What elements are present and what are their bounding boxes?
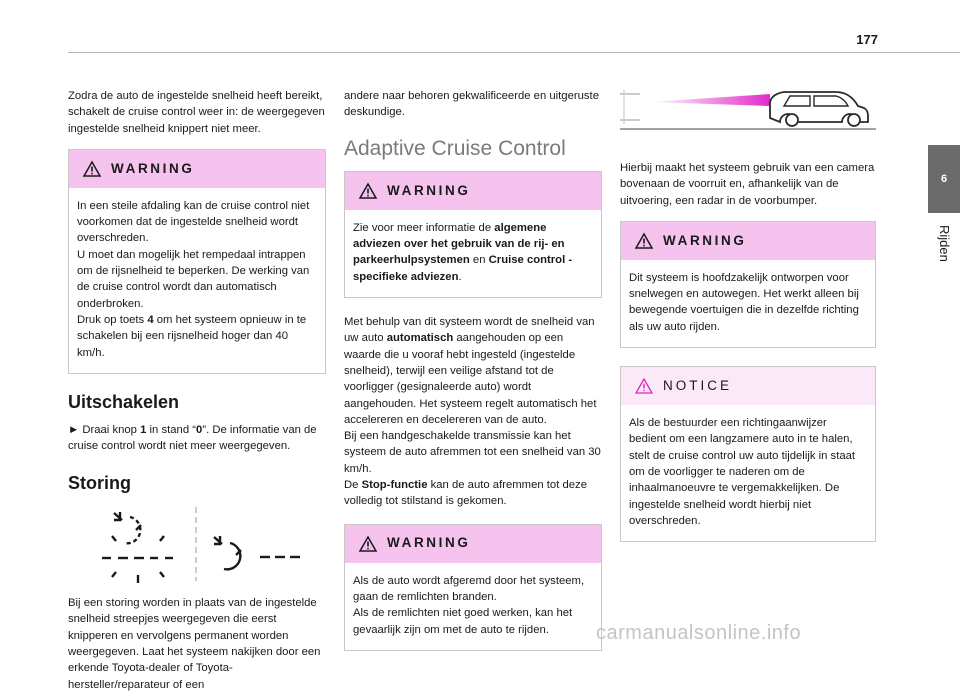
section-heading-acc: Adaptive Cruise Control <box>344 136 566 160</box>
column-1 <box>68 88 326 693</box>
notice-box <box>620 366 876 542</box>
notice-title: NOTICE <box>663 377 733 393</box>
notice-icon <box>635 378 653 394</box>
top-divider <box>68 52 960 53</box>
warning-title: WARNING <box>663 232 747 248</box>
warning-box <box>344 524 602 651</box>
warning-header <box>345 525 601 563</box>
notice-text: Als de bestuurder een richtingaanwijzer bedient om een langzamere auto in te halen, stelt de cruise control uw auto tijdelijk in staat om de voorligger te naderen om de inhaalmanoeuvre te vergemakkelijken. De ingestelde snelheid wordt hierbij niet overschreden. <box>629 417 856 527</box>
warning-box <box>344 171 602 298</box>
warning-header <box>345 172 601 210</box>
warning-header <box>621 222 875 260</box>
warning-body <box>69 188 325 373</box>
notice-body <box>621 405 875 541</box>
fault-display-figure <box>68 503 326 585</box>
warning-icon <box>635 233 653 249</box>
warning-title: WARNING <box>387 535 471 551</box>
acc-description <box>344 314 602 510</box>
warning-body <box>621 260 875 347</box>
page-number: 177 <box>856 32 878 47</box>
warning-text: Druk op toets 4 om het systeem opnieuw in te schakelen bij een rijsnelheid hoger dan 40 km/h. <box>77 313 307 359</box>
intro-text: Hierbij maakt het systeem gebruik van een camera bovenaan de voorruit en, afhankelijk van de uitvoering, een radar in de voorbumper. <box>620 162 875 207</box>
warning-box <box>620 221 876 348</box>
warning-text: Zie voor meer informatie de algemene adviezen over het gebruik van de rij- en parkeerhulpsystemen en Cruise control - specifieke adviezen. <box>353 221 573 283</box>
acc-text: Met behulp van dit systeem wordt de snelheid van uw auto automatisch aangehouden op een waarde die u vooraf hebt ingesteld (ingestelde snelheid), terwijl een veilige afstand tot de voorligger (gesignaleerde auto) wordt aangehouden. Het systeem regelt automatisch het accelereren en decelereren van de auto. <box>344 316 597 426</box>
continued-text: andere naar behoren gekwalificeerde en uitgeruste deskundige. <box>344 90 599 119</box>
car-radar-icon <box>620 82 876 130</box>
warning-body <box>345 563 601 650</box>
warning-text: Als de remlichten niet goed werken, kan het gevaarlijk zijn om met de auto te rijden. <box>353 607 573 636</box>
storing-text: Bij een storing worden in plaats van de ingestelde snelheid streepjes weergegeven die eerst knipperen en vervolgens permanent worden weergegeven. Laat het systeem nakijken door een erkende Toyota-dealer of Toyota-hersteller/reparateur of een <box>68 597 321 691</box>
speedometer-dashes-icon <box>68 503 326 585</box>
chapter-number: 6 <box>940 173 948 185</box>
warning-icon <box>83 161 101 177</box>
chapter-tab[interactable] <box>928 145 960 213</box>
warning-text: U moet dan mogelijk het rempedaal intrappen om de rijsnelheid te beperken. De werking van de cruise control wordt dan automatisch onderbroken. <box>77 248 310 310</box>
column-2 <box>344 88 602 651</box>
column-3 <box>620 88 876 542</box>
uitschakelen-text: ► Draai knop 1 in stand “0”. De informatie van de cruise control wordt niet meer weergegeven. <box>68 424 317 453</box>
acc-text: Bij een handgeschakelde transmissie kan het systeem de auto afremmen tot een snelheid van 30 km/h. <box>344 430 601 475</box>
intro-text: Zodra de auto de ingestelde snelheid heeft bereikt, schakelt de cruise control weer in: de weergegeven ingestelde snelheid knippert niet meer. <box>68 90 325 135</box>
warning-title: WARNING <box>387 182 471 198</box>
warning-icon <box>359 536 377 552</box>
warning-text: Als de auto wordt afgeremd door het systeem, gaan de remlichten branden. <box>353 574 585 603</box>
section-heading-uitschakelen: Uitschakelen <box>68 391 180 412</box>
warning-title: WARNING <box>111 160 195 176</box>
chapter-label: Rijden <box>937 225 952 262</box>
warning-header <box>69 150 325 188</box>
warning-box <box>68 149 326 374</box>
watermark: carmanualsonline.info <box>596 622 802 644</box>
warning-text: Dit systeem is hoofdzakelijk ontworpen voor snelwegen en autowegen. Het werkt alleen bij bewegende voertuigen die in dezelfde richting als uw auto rijden. <box>629 271 859 333</box>
warning-body <box>345 210 601 297</box>
acc-text: De Stop-functie kan de auto afremmen tot deze volledig tot stilstand is gekomen. <box>344 479 587 508</box>
warning-icon <box>359 183 377 199</box>
section-heading-storing: Storing <box>68 472 131 493</box>
warning-text: In een steile afdaling kan de cruise control niet voorkomen dat de ingestelde snelheid wordt overschreden. <box>77 199 310 245</box>
notice-header <box>621 367 875 405</box>
radar-car-figure <box>620 82 876 142</box>
